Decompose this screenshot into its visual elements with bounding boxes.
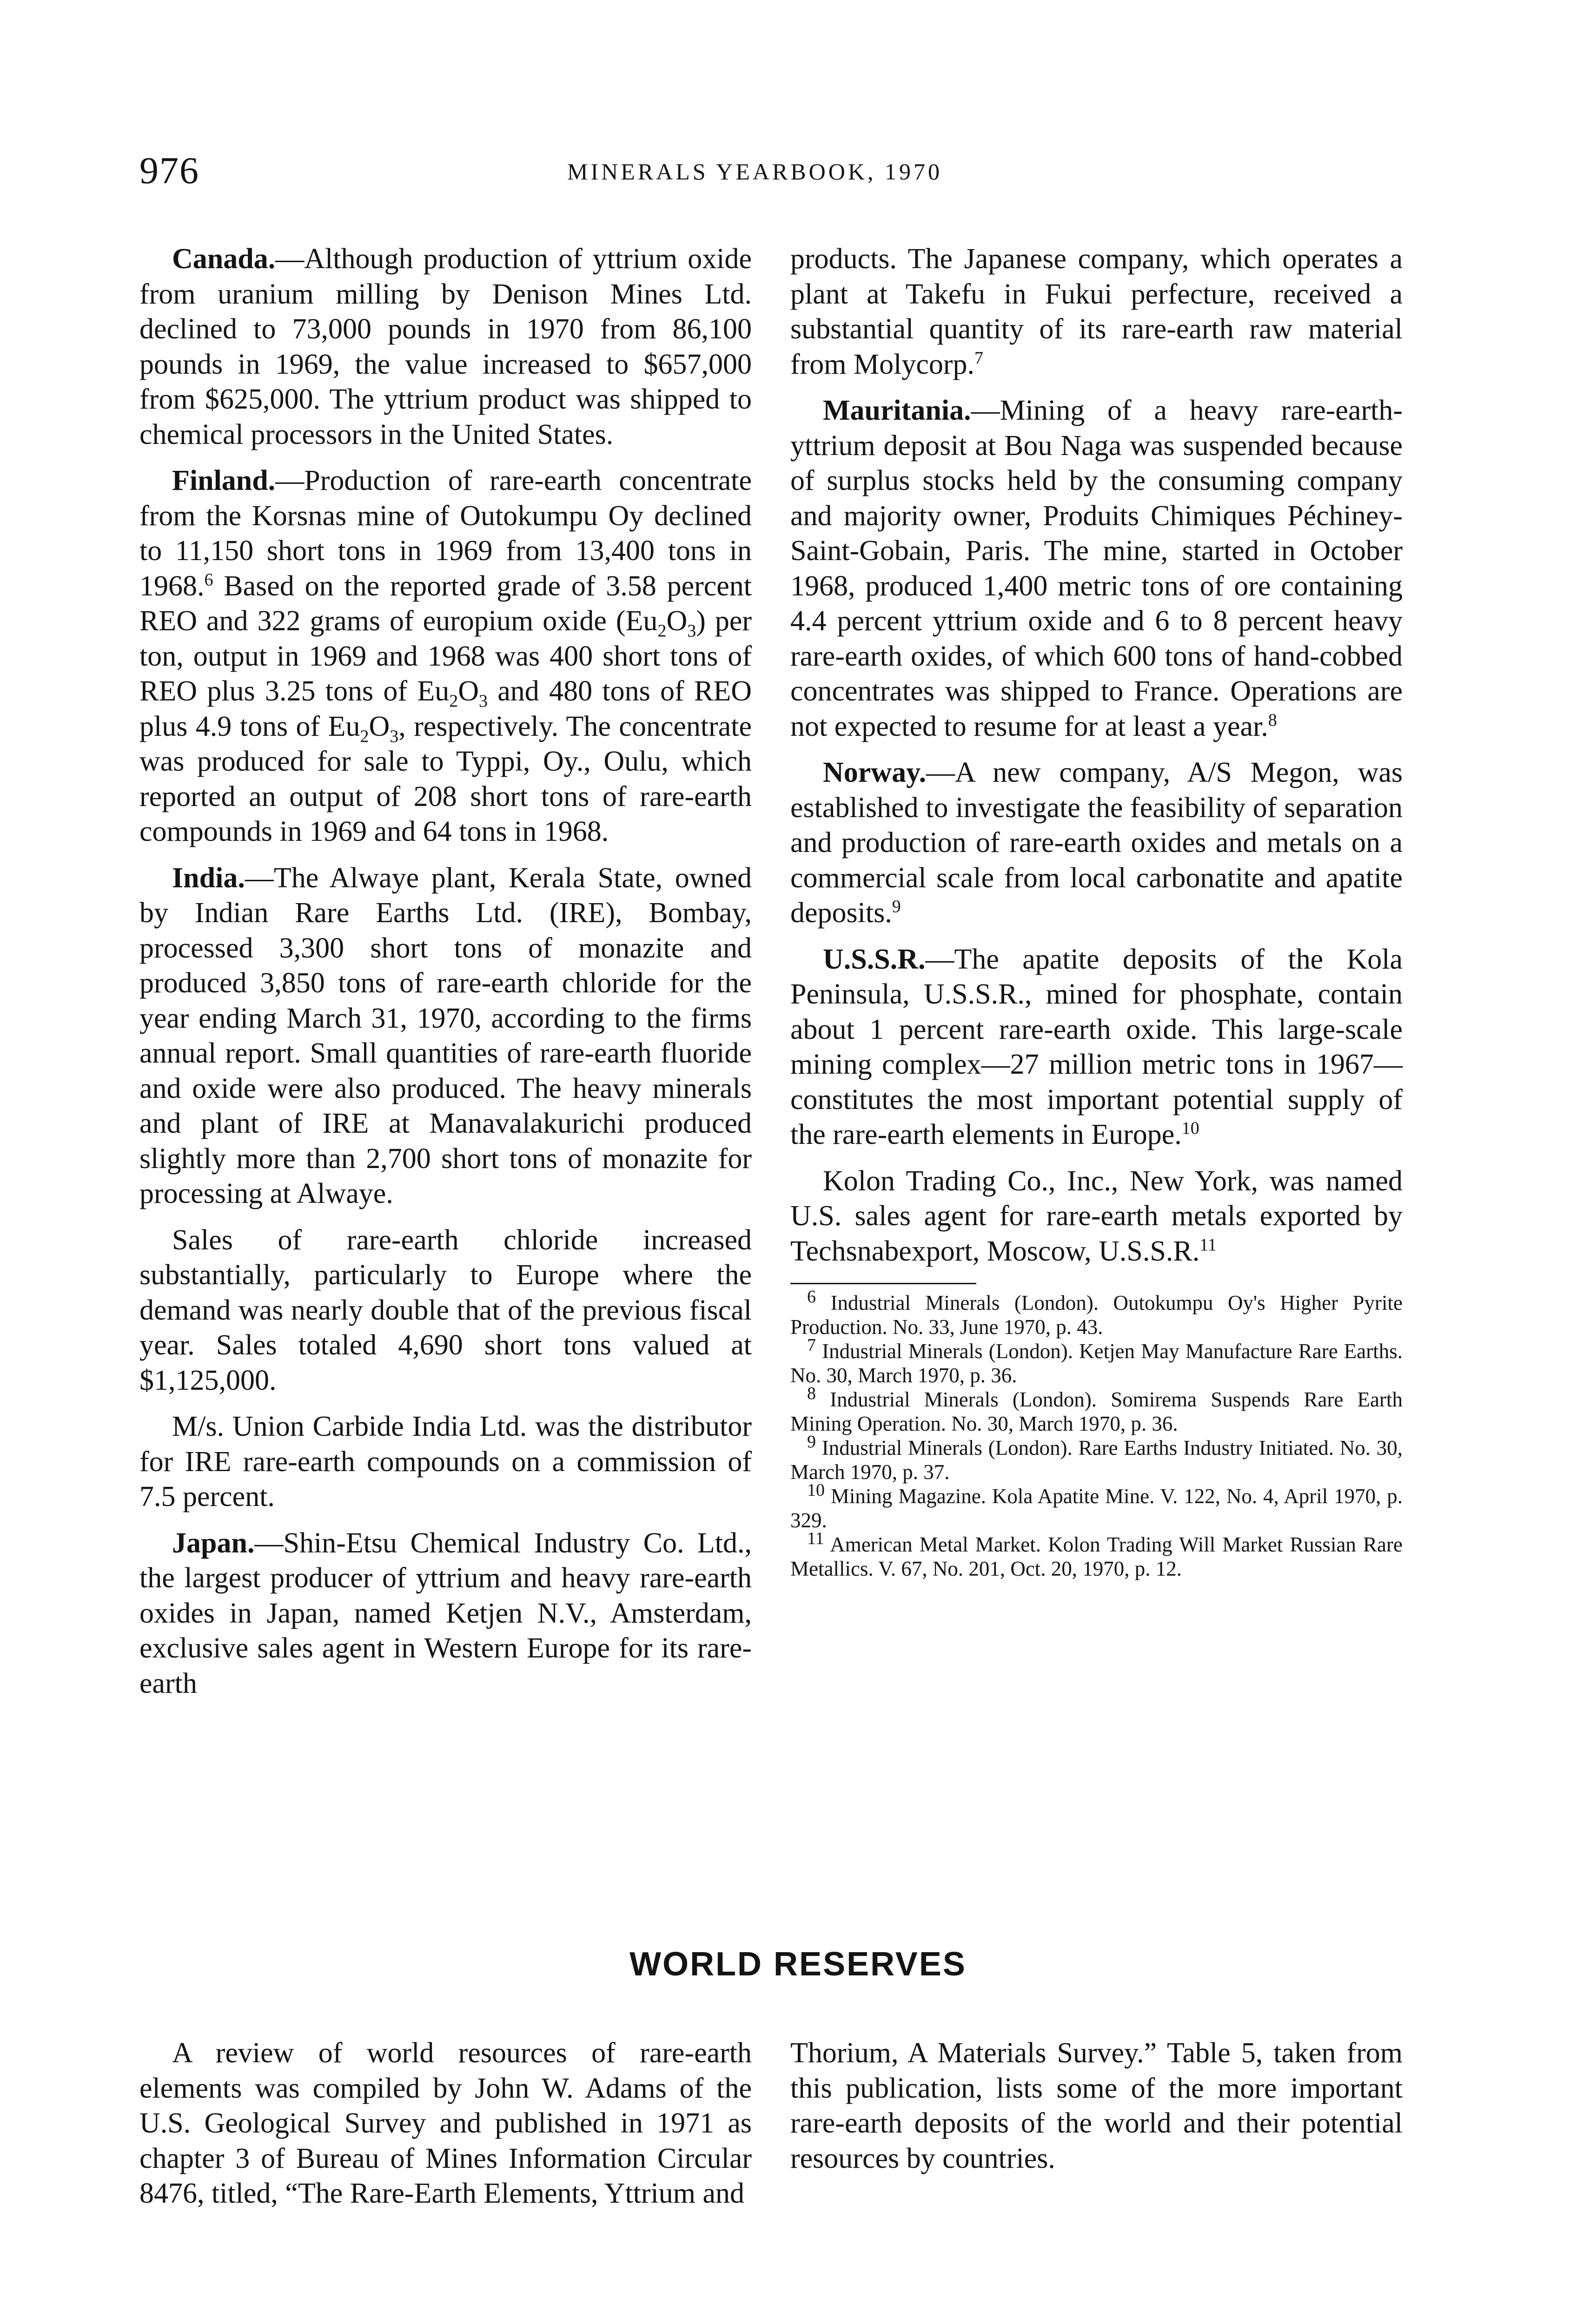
japan-paragraph — [139, 1526, 752, 1702]
formula-subscript: 3 — [478, 691, 488, 711]
footnote-number: 8 — [807, 1384, 816, 1403]
kolon-paragraph — [790, 1164, 1403, 1269]
footnote-ref-6: 6 — [204, 569, 213, 589]
reserves-paragraph-continued: Thorium, A Materials Survey.” Table 5, taken from this publication, lists some of the more important rare-earth deposits of the world and their potential resources by countries. — [790, 2037, 1403, 2174]
finland-text-1: —Production of rare-earth concentrate from the Korsnas mine of Outokumpu Oy declined to 11,150 short tons in 1969 from 13,400 tons in 1968. — [139, 465, 752, 602]
footnote — [790, 1287, 1403, 1339]
left-column — [139, 242, 752, 1712]
india-text: —The Alwaye plant, Kerala State, owned by Indian Rare Earths Ltd. (IRE), Bombay, processed 3,300 short tons of monazite and produced 3,850 tons of rare-earth chloride for the year ending March 31, 1970, according to the firms annual report. Small quantities of rare-earth fluoride and oxide were also produced. The heavy minerals and plant of IRE at Manavalakurichi produced slightly more than 2,700 short tons of monazite for processing at Alwaye. — [139, 862, 752, 1209]
formula-subscript: 2 — [657, 621, 667, 641]
footnote-text: Industrial Minerals (London). Ketjen May Manufacture Rare Earths. No. 30, March 1970, p. 36. — [790, 1340, 1403, 1387]
footnote-text: American Metal Market. Kolon Trading Will Market Russian Rare Metallics. V. 67, No. 201, Oct. 20, 1970, p. 12. — [790, 1533, 1403, 1580]
reserves-left-column — [139, 2036, 752, 2223]
finland-text-2: Based on the reported grade of 3.58 percent REO and 322 grams of europium oxide (Eu — [139, 570, 752, 637]
world-reserves-heading: WORLD RESERVES — [629, 1946, 967, 1983]
formula-subscript: 2 — [449, 691, 458, 711]
footnote-divider — [790, 1283, 976, 1284]
mauritania-heading: Mauritania. — [823, 395, 971, 426]
finland-text-6: and 480 tons of REO plus 4.9 tons of Eu — [139, 675, 752, 742]
finland-heading: Finland. — [172, 465, 276, 496]
footnote — [790, 1384, 1403, 1436]
footnote — [790, 1480, 1403, 1532]
norway-heading: Norway. — [823, 757, 927, 788]
india-heading: India. — [172, 862, 245, 894]
japan-heading: Japan. — [172, 1527, 255, 1559]
formula-subscript: 3 — [390, 726, 399, 746]
footnote-number: 9 — [807, 1432, 816, 1452]
footnote-text: Industrial Minerals (London). Somirema Suspends Rare Earth Mining Operation. No. 30, March 1970, p. 36. — [790, 1388, 1403, 1435]
finland-text-3: O — [666, 605, 688, 637]
page-number: 976 — [139, 149, 199, 191]
footnote-text: Mining Magazine. Kola Apatite Mine. V. 122, No. 4, April 1970, p. 329. — [790, 1485, 1403, 1532]
india-paragraph — [139, 861, 752, 1212]
finland-text-4: ) per ton, output in 1969 and 1968 was 400 short tons of REO plus 3.25 tons of Eu — [139, 605, 752, 707]
footnote-ref-10: 10 — [1181, 1118, 1199, 1138]
reserves-paragraph: A review of world resources of rare-earth elements was compiled by John W. Adams of the U.S. Geological Survey and published in 1971 as chapter 3 of Bureau of Mines Information Circular 8476, titled, “The Rare-Earth Elements, Yttrium and — [139, 2037, 752, 2209]
canada-paragraph — [139, 242, 752, 452]
footnote — [790, 1335, 1403, 1387]
footnote-text: Industrial Minerals (London). Rare Earths Industry Initiated. No. 30, March 1970, p. 37. — [790, 1436, 1403, 1484]
footnote-ref-9: 9 — [892, 897, 901, 917]
finland-paragraph — [139, 463, 752, 850]
finland-text-8: , respectively. The concentrate was produced for sale to Typpi, Oy., Oulu, which reported an output of 208 short tons of rare-earth compounds in 1969 and 64 tons in 1968. — [139, 710, 752, 847]
mauritania-text: —Mining of a heavy rare-earth-yttrium deposit at Bou Naga was suspended because of surplus stocks held by the consuming company and majority owner, Produits Chimiques Péchiney-Saint-Gobain, Paris. The mine, started in October 1968, produced 1,400 metric tons of ore containing 4.4 percent yttrium oxide and 6 to 8 percent heavy rare-earth oxides, of which 600 tons of hand-cobbed concentrates was shipped to France. Operations are not expected to resume for at least a year. — [790, 395, 1403, 742]
running-title: MINERALS YEARBOOK, 1970 — [567, 158, 942, 185]
footnote-ref-7: 7 — [974, 348, 984, 368]
footnote-ref-8: 8 — [1268, 710, 1277, 730]
ussr-text: —The apatite deposits of the Kola Peninsula, U.S.S.R., mined for phosphate, contain about 1 percent rare-earth oxide. This large-scale mining complex—27 million metric tons in 1967—constitutes the most important potential supply of the rare-earth elements in Europe. — [790, 943, 1403, 1150]
canada-text: —Although production of yttrium oxide from uranium milling by Denison Mines Ltd. declined to 73,000 pounds in 1970 from 86,100 pounds in 1969, the value increased to $657,000 from $625,000. The yttrium product was shipped to chemical processors in the United States. — [139, 243, 752, 450]
kolon-text: Kolon Trading Co., Inc., New York, was named U.S. sales agent for rare-earth metals exported by Techsnabexport, Moscow, U.S.S.R. — [790, 1165, 1403, 1267]
footnote-number: 7 — [807, 1335, 816, 1355]
union-carbide-paragraph: M/s. Union Carbide India Ltd. was the distributor for IRE rare-earth compounds on a commission of 7.5 percent. — [139, 1411, 752, 1512]
footnote-number: 11 — [807, 1529, 824, 1548]
right-column — [790, 242, 1403, 1581]
footnote — [790, 1529, 1403, 1581]
footnote-text: Industrial Minerals (London). Outokumpu Oy's Higher Pyrite Production. No. 33, June 1970, p. 43. — [790, 1291, 1403, 1339]
footnote — [790, 1432, 1403, 1484]
footnote-number: 6 — [807, 1287, 816, 1307]
japan-text: —Shin-Etsu Chemical Industry Co. Ltd., the largest producer of yttrium and heavy rare-earth oxides in Japan, named Ketjen N.V., Amsterdam, exclusive sales agent in Western Europe for its rare-earth — [139, 1527, 752, 1699]
finland-text-7: O — [369, 710, 390, 742]
norway-text: —A new company, A/S Megon, was established to investigate the feasibility of separation and production of rare-earth oxides and metals on a commercial scale from local carbonatite and apatite deposits. — [790, 757, 1403, 929]
formula-subscript: 2 — [360, 726, 369, 746]
japan-continued-text: products. The Japanese company, which operates a plant at Takefu in Fukui perfecture, received a substantial quantity of its rare-earth raw material from Molycorp. — [790, 243, 1403, 380]
canada-heading: Canada. — [172, 243, 276, 275]
mauritania-paragraph — [790, 393, 1403, 744]
japan-continued-paragraph — [790, 242, 1403, 382]
finland-text-5: O — [458, 675, 479, 707]
india-sales-paragraph: Sales of rare-earth chloride increased substantially, particularly to Europe where the demand was nearly double that of the previous fiscal year. Sales totaled 4,690 short tons valued at $1,125,000. — [139, 1224, 752, 1396]
ussr-heading: U.S.S.R. — [823, 943, 926, 975]
footnote-ref-11: 11 — [1199, 1235, 1217, 1254]
norway-paragraph — [790, 755, 1403, 931]
ussr-paragraph — [790, 942, 1403, 1153]
reserves-right-column — [790, 2036, 1403, 2187]
formula-subscript: 3 — [687, 621, 696, 641]
footnote-number: 10 — [807, 1480, 825, 1500]
